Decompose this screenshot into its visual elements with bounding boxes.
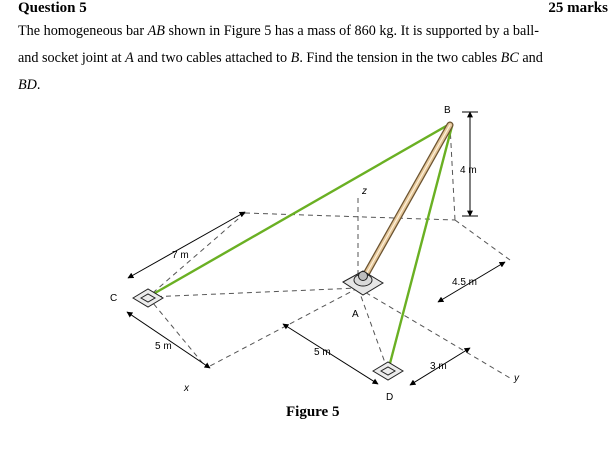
- question-text-line-3: BD.: [18, 77, 41, 93]
- label-z: z: [362, 186, 367, 197]
- question-text-line-1: The homogeneous bar AB shown in Figure 5 has a mass of 860 kg. It is supported by a ball-: [18, 23, 539, 39]
- cables: [148, 125, 452, 371]
- dash-left-edge: [148, 213, 245, 297]
- label-4m: 4 m: [460, 165, 477, 176]
- label-a: A: [352, 309, 359, 320]
- label-y: y: [514, 373, 519, 384]
- figure-caption: Figure 5: [286, 404, 340, 420]
- dash-a-to-d: [358, 288, 388, 371]
- dash-right-edge: [455, 220, 510, 260]
- question-title: Question 5: [18, 0, 87, 16]
- question-text-line-2: and socket joint at A and two cables attached to B. Find the tension in the two cables BC and: [18, 50, 543, 66]
- dash-x-axis: [210, 288, 358, 366]
- label-x: x: [184, 383, 189, 394]
- construction-lines: [148, 125, 510, 378]
- dash-c-to-a: [148, 288, 358, 297]
- dash-b-down: [450, 125, 455, 220]
- label-b: B: [444, 105, 451, 116]
- dimension-lines: [127, 112, 505, 385]
- label-5m-left: 5 m: [155, 341, 172, 352]
- anchor-plate-d: [373, 362, 403, 380]
- label-7m: 7 m: [172, 250, 189, 261]
- cable-bd: [388, 126, 452, 371]
- label-d: D: [386, 392, 394, 403]
- dim-7m: [128, 212, 245, 278]
- label-c: C: [110, 293, 118, 304]
- label-45m: 4.5 m: [452, 277, 478, 288]
- question-marks: 25 marks: [548, 0, 608, 16]
- ball-socket-joint-a: [343, 271, 383, 295]
- label-3m: 3 m: [430, 361, 447, 372]
- dash-back-edge: [245, 213, 455, 220]
- dim-5m-left: [127, 312, 210, 368]
- label-5m-mid: 5 m: [314, 347, 331, 358]
